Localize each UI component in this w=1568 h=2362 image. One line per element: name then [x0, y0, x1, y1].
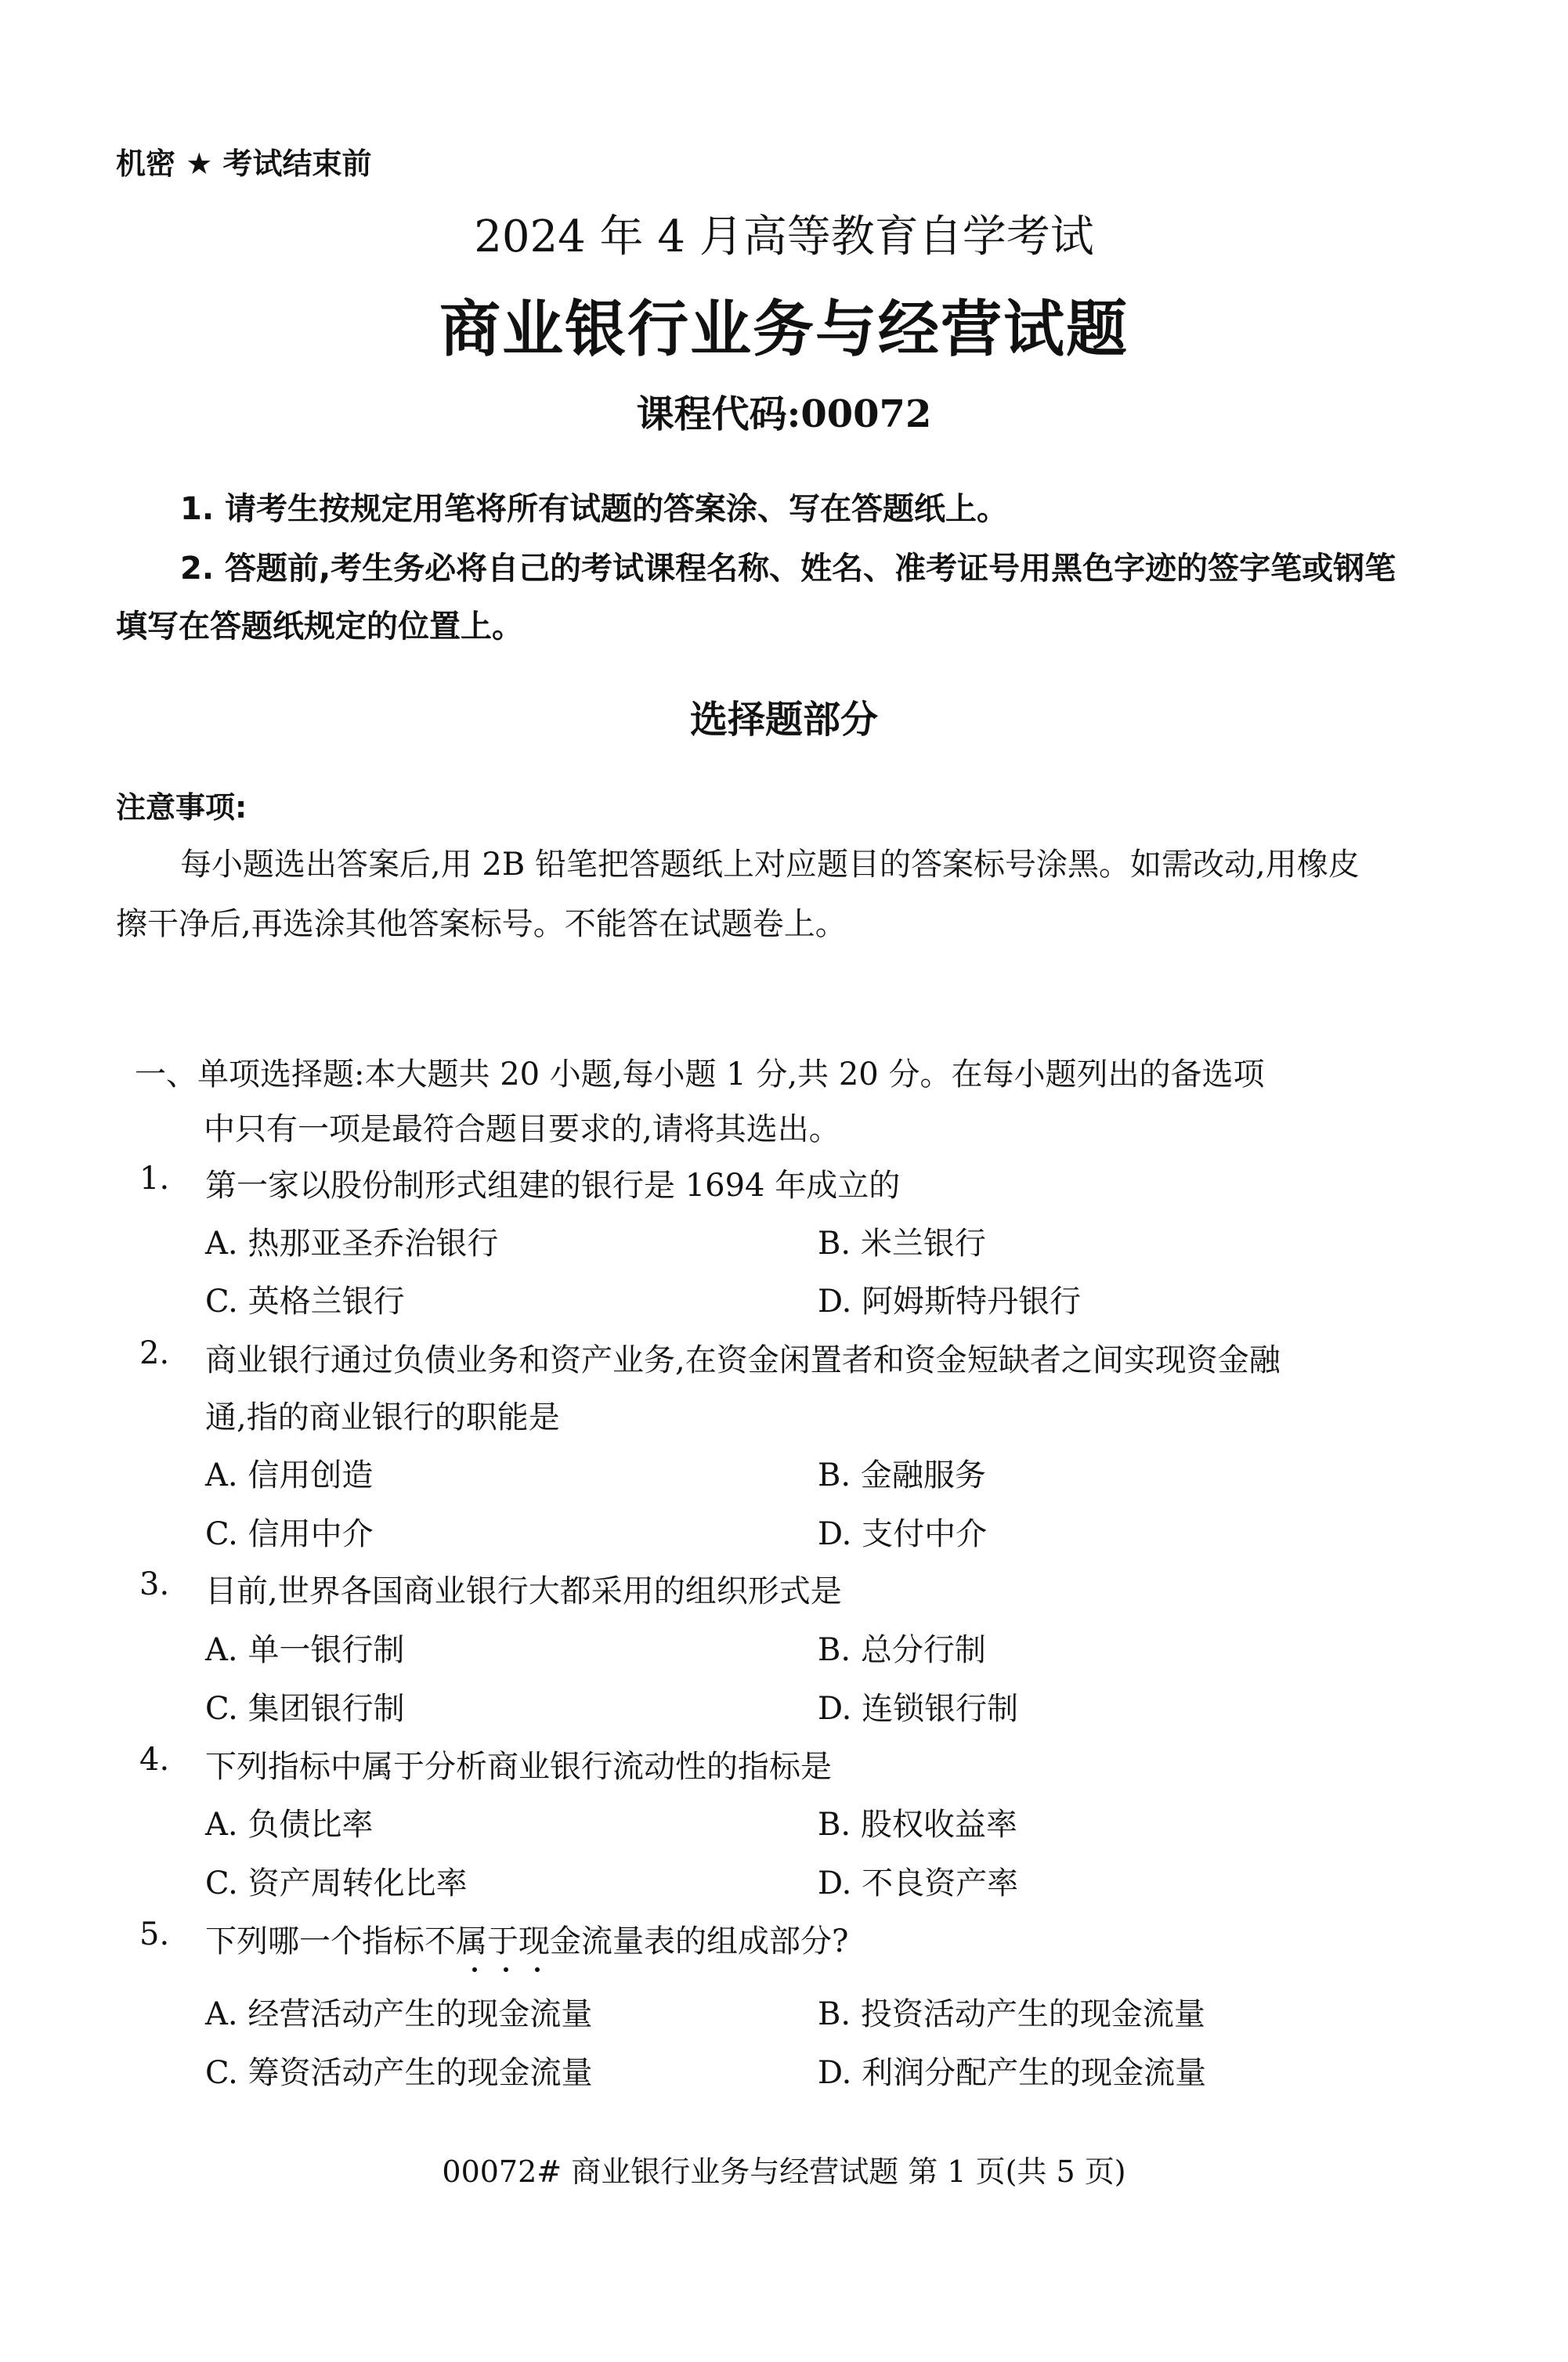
question-text: 第一家以股份制形式组建的银行是 1694 年成立的 — [205, 1168, 901, 1204]
option-a: A. 信用创造 — [205, 1457, 374, 1493]
question-number: 2. — [139, 1335, 170, 1371]
question-number: 1. — [139, 1161, 170, 1197]
emphasis-dot — [504, 1967, 508, 1972]
page-footer: 00072# 商业银行业务与经营试题 第 1 页(共 5 页) — [442, 2154, 1126, 2189]
part-one-heading-cont: 中只有一项是最符合题目要求的,请将其选出。 — [204, 1111, 840, 1147]
option-d: D. 支付中介 — [818, 1516, 988, 1552]
option-d: D. 不良资产率 — [818, 1865, 1019, 1902]
emphasis-dot — [472, 1967, 477, 1972]
question-text: 下列哪一个指标不属于现金流量表的组成部分? — [205, 1923, 849, 1959]
question-number: 5. — [139, 1916, 170, 1952]
notes-title: 注意事项: — [116, 790, 247, 825]
question-text: 目前,世界各国商业银行大都采用的组织形式是 — [205, 1573, 842, 1609]
question-number: 4. — [139, 1742, 170, 1778]
option-c: C. 筹资活动产生的现金流量 — [205, 2055, 593, 2091]
question-text: 下列指标中属于分析商业银行流动性的指标是 — [205, 1749, 832, 1785]
option-d: D. 连锁银行制 — [818, 1691, 1019, 1727]
option-a: A. 经营活动产生的现金流量 — [205, 1996, 593, 2032]
instruction-2: 2. 答题前,考生务必将自己的考试课程名称、姓名、准考证号用黑色字迹的签字笔或钢笔 — [180, 551, 1396, 587]
option-a: A. 负债比率 — [205, 1807, 374, 1843]
option-c: C. 资产周转化比率 — [205, 1865, 468, 1902]
emphasis-dot — [535, 1967, 540, 1972]
part-one-heading: 一、单项选择题:本大题共 20 小题,每小题 1 分,共 20 分。在每小题列出的备选项 — [135, 1056, 1265, 1093]
option-d: D. 利润分配产生的现金流量 — [818, 2055, 1207, 2091]
option-a: A. 热那亚圣乔治银行 — [205, 1226, 499, 1262]
section-title: 选择题部分 — [689, 698, 878, 742]
option-b: B. 米兰银行 — [818, 1226, 986, 1262]
question-number: 3. — [139, 1566, 170, 1602]
option-c: C. 信用中介 — [205, 1516, 374, 1552]
instruction-1: 1. 请考生按规定用笔将所有试题的答案涂、写在答题纸上。 — [180, 491, 1008, 527]
instruction-2-cont: 填写在答题纸规定的位置上。 — [116, 609, 523, 645]
exam-title: 2024 年 4 月高等教育自学考试 — [474, 211, 1094, 262]
option-c: C. 集团银行制 — [205, 1691, 405, 1727]
option-a: A. 单一银行制 — [205, 1632, 405, 1668]
option-c: C. 英格兰银行 — [205, 1284, 405, 1320]
paper-title: 商业银行业务与经营试题 — [439, 294, 1129, 365]
note-line-2: 擦干净后,再选涂其他答案标号。不能答在试题卷上。 — [116, 906, 847, 942]
option-b: B. 总分行制 — [818, 1632, 986, 1668]
option-b: B. 金融服务 — [818, 1457, 986, 1493]
note-line-1: 每小题选出答案后,用 2B 铅笔把答题纸上对应题目的答案标号涂黑。如需改动,用橡皮 — [180, 847, 1360, 883]
option-d: D. 阿姆斯特丹银行 — [818, 1284, 1082, 1320]
question-text: 商业银行通过负债业务和资产业务,在资金闲置者和资金短缺者之间实现资金融 — [205, 1342, 1281, 1378]
question-text-cont: 通,指的商业银行的职能是 — [205, 1400, 560, 1436]
option-b: B. 股权收益率 — [818, 1807, 1017, 1843]
course-code: 课程代码:00072 — [636, 392, 932, 436]
confidential-label: 机密 ★ 考试结束前 — [116, 146, 372, 181]
option-b: B. 投资活动产生的现金流量 — [818, 1996, 1205, 2032]
